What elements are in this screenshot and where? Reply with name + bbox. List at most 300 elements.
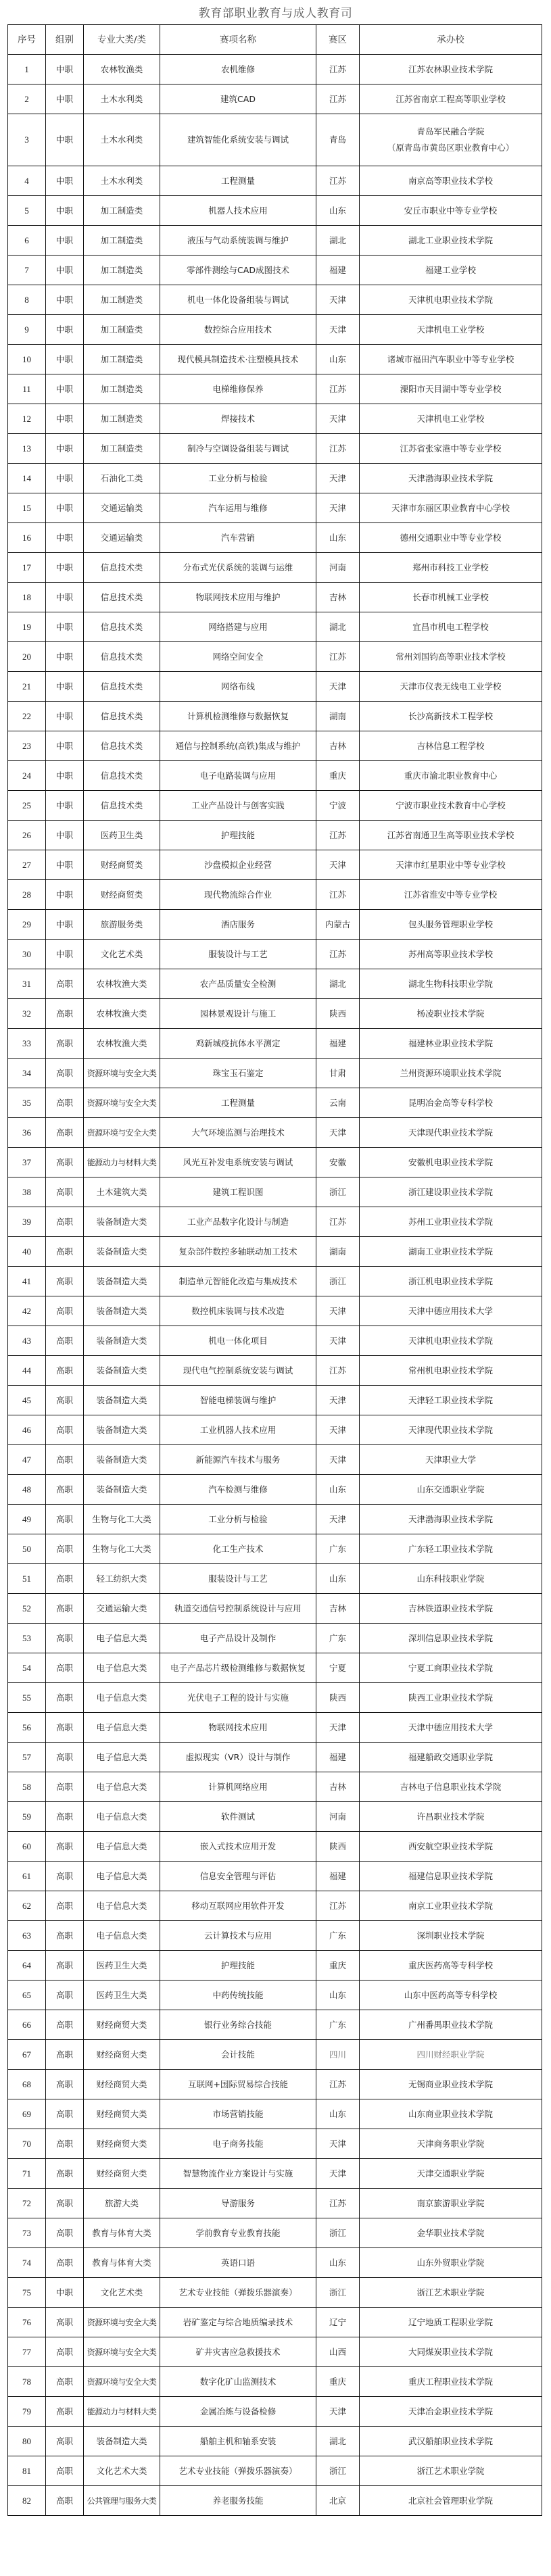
cell-category: 加工制造类: [84, 196, 160, 226]
cell-number: 18: [8, 583, 46, 612]
cell-category: 石油化工类: [84, 464, 160, 493]
cell-category: 财经商贸大类: [84, 2010, 160, 2040]
cell-number: 43: [8, 1326, 46, 1356]
cell-category: 装备制造大类: [84, 1237, 160, 1267]
cell-event: 艺术专业技能（弹拨乐器演奏）: [160, 2278, 316, 2308]
cell-category: 旅游大类: [84, 2189, 160, 2218]
cell-number: 19: [8, 612, 46, 642]
cell-host-school: 安徽机电职业技术学院: [360, 1148, 542, 1177]
cell-event: 制冷与空调设备组装与调试: [160, 434, 316, 464]
cell-region: 天津: [316, 850, 360, 880]
cell-event: 通信与控制系统(高铁)集成与维护: [160, 731, 316, 761]
cell-event: 轨道交通信号控制系统设计与应用: [160, 1594, 316, 1624]
cell-host-school: 福建林业职业技术学院: [360, 1029, 542, 1059]
cell-region: 江苏: [316, 374, 360, 404]
cell-category: 旅游服务类: [84, 910, 160, 940]
cell-region: 江苏: [316, 2189, 360, 2218]
table-row: [8, 1207, 542, 1237]
table-row: [8, 2070, 542, 2099]
table-row: [8, 1743, 542, 1772]
cell-host-school: 无锡商业职业技术学院: [360, 2070, 542, 2099]
cell-region: 江苏: [316, 55, 360, 84]
cell-event: 船舶主机和轴系安装: [160, 2427, 316, 2456]
cell-region: 天津: [316, 1505, 360, 1534]
cell-region: 天津: [316, 2159, 360, 2189]
table-row: [8, 1445, 542, 1475]
cell-region: 山东: [316, 2248, 360, 2278]
cell-host-school: 湖北工业职业技术学院: [360, 226, 542, 256]
cell-number: 4: [8, 166, 46, 196]
cell-group: 高职: [46, 1534, 84, 1564]
cell-host-school: 安丘市职业中等专业学校: [360, 196, 542, 226]
cell-event: 计算机网络应用: [160, 1772, 316, 1802]
cell-number: 38: [8, 1177, 46, 1207]
cell-host-school: 重庆医药高等专科学校: [360, 1951, 542, 1980]
cell-event: 服装设计与工艺: [160, 940, 316, 969]
cell-group: 高职: [46, 2040, 84, 2070]
table-row: [8, 1832, 542, 1862]
cell-group: 高职: [46, 1445, 84, 1475]
cell-group: 高职: [46, 2427, 84, 2456]
cell-group: 高职: [46, 2129, 84, 2159]
cell-number: 27: [8, 850, 46, 880]
cell-number: 28: [8, 880, 46, 910]
cell-number: 46: [8, 1415, 46, 1445]
table-row: [8, 2397, 542, 2427]
cell-number: 23: [8, 731, 46, 761]
cell-region: 天津: [316, 1713, 360, 1743]
cell-region: 广东: [316, 1921, 360, 1951]
cell-group: 高职: [46, 1029, 84, 1059]
cell-event: 沙盘模拟企业经营: [160, 850, 316, 880]
table-row: [8, 702, 542, 731]
cell-category: 电子信息大类: [84, 1802, 160, 1832]
cell-group: 高职: [46, 2367, 84, 2397]
cell-number: 24: [8, 761, 46, 791]
cell-host-school: 德州交通职业中等专业学校: [360, 523, 542, 553]
cell-category: 土木水利类: [84, 166, 160, 196]
cell-number: 31: [8, 969, 46, 999]
cell-event: 汽车营销: [160, 523, 316, 553]
table-row: [8, 315, 542, 345]
cell-event: 工业分析与检验: [160, 464, 316, 493]
cell-region: 江苏: [316, 2070, 360, 2099]
table-row: [8, 969, 542, 999]
table-row: [8, 553, 542, 583]
cell-region: 江苏: [316, 880, 360, 910]
cell-number: 15: [8, 493, 46, 523]
cell-group: 高职: [46, 1148, 84, 1177]
cell-category: 财经商贸大类: [84, 2070, 160, 2099]
cell-category: 电子信息大类: [84, 1832, 160, 1862]
cell-region: 天津: [316, 672, 360, 702]
cell-group: 高职: [46, 1980, 84, 2010]
cell-number: 11: [8, 374, 46, 404]
cell-group: 中职: [46, 493, 84, 523]
cell-number: 5: [8, 196, 46, 226]
cell-region: 重庆: [316, 1951, 360, 1980]
cell-event: 机电一体化项目: [160, 1326, 316, 1356]
cell-host-school: 江苏省南京工程高等职业学校: [360, 84, 542, 114]
cell-region: 甘肃: [316, 1059, 360, 1088]
cell-group: 高职: [46, 2337, 84, 2367]
cell-number: 58: [8, 1772, 46, 1802]
cell-category: 农林牧渔大类: [84, 969, 160, 999]
cell-region: 北京: [316, 2486, 360, 2516]
cell-group: 中职: [46, 821, 84, 850]
cell-group: 中职: [46, 315, 84, 345]
cell-category: 装备制造大类: [84, 1386, 160, 1415]
cell-number: 74: [8, 2248, 46, 2278]
cell-event: 汽车检测与维修: [160, 1475, 316, 1505]
cell-host-school: 南京工业职业技术学院: [360, 1891, 542, 1921]
cell-category: 医药卫生大类: [84, 1980, 160, 2010]
cell-event: 电子电路装调与应用: [160, 761, 316, 791]
cell-number: 7: [8, 256, 46, 285]
cell-number: 2: [8, 84, 46, 114]
cell-group: 中职: [46, 2278, 84, 2308]
cell-region: 山西: [316, 2337, 360, 2367]
cell-group: 高职: [46, 2218, 84, 2248]
cell-region: 天津: [316, 1386, 360, 1415]
cell-category: 财经商贸大类: [84, 2129, 160, 2159]
cell-region: 陕西: [316, 1683, 360, 1713]
table-row: [8, 1683, 542, 1713]
cell-number: 45: [8, 1386, 46, 1415]
cell-region: 广东: [316, 2010, 360, 2040]
table-row: [8, 910, 542, 940]
cell-category: 财经商贸大类: [84, 2099, 160, 2129]
cell-number: 56: [8, 1713, 46, 1743]
table-row: [8, 1267, 542, 1296]
cell-region: 山东: [316, 1564, 360, 1594]
cell-group: 中职: [46, 612, 84, 642]
cell-event: 数控综合应用技术: [160, 315, 316, 345]
table-row: [8, 1118, 542, 1148]
table-row: [8, 1237, 542, 1267]
table-row: [8, 1862, 542, 1891]
cell-host-school: 天津渤海职业技术学院: [360, 464, 542, 493]
cell-group: 高职: [46, 2308, 84, 2337]
cell-category: 生物与化工大类: [84, 1534, 160, 1564]
cell-event: 工业产品设计与创客实践: [160, 791, 316, 821]
cell-group: 高职: [46, 1267, 84, 1296]
table-row: [8, 2456, 542, 2486]
cell-group: 中职: [46, 55, 84, 84]
cell-host-school: 浙江艺术职业学院: [360, 2278, 542, 2308]
cell-number: 3: [8, 114, 46, 166]
cell-event: 工业分析与检验: [160, 1505, 316, 1534]
cell-category: 装备制造大类: [84, 1326, 160, 1356]
cell-region: 宁夏: [316, 1653, 360, 1683]
cell-category: 医药卫生类: [84, 821, 160, 850]
cell-event: 数控机床装调与技术改造: [160, 1296, 316, 1326]
table-row: [8, 1713, 542, 1743]
cell-number: 77: [8, 2337, 46, 2367]
cell-host-school: 溧阳市天目湖中等专业学校: [360, 374, 542, 404]
cell-category: 装备制造大类: [84, 1267, 160, 1296]
cell-group: 中职: [46, 256, 84, 285]
table-row: [8, 374, 542, 404]
cell-event: 工程测量: [160, 1088, 316, 1118]
cell-host-school: 天津机电工业学校: [360, 404, 542, 434]
table-row: [8, 731, 542, 761]
cell-category: 能源动力与材料大类: [84, 2397, 160, 2427]
cell-number: 26: [8, 821, 46, 850]
cell-region: 江苏: [316, 1356, 360, 1386]
cell-host-school: 南京旅游职业学院: [360, 2189, 542, 2218]
cell-region: 广东: [316, 1534, 360, 1564]
cell-region: 湖南: [316, 1237, 360, 1267]
cell-group: 高职: [46, 2189, 84, 2218]
cell-region: 江苏: [316, 642, 360, 672]
table-row: [8, 285, 542, 315]
cell-group: 中职: [46, 642, 84, 672]
cell-event: 现代物流综合作业: [160, 880, 316, 910]
cell-region: 江苏: [316, 434, 360, 464]
cell-host-school: 宁波市职业技术教育中心学校: [360, 791, 542, 821]
cell-number: 30: [8, 940, 46, 969]
table-row: [8, 2427, 542, 2456]
cell-category: 加工制造类: [84, 434, 160, 464]
cell-category: 文化艺术类: [84, 940, 160, 969]
cell-region: 山东: [316, 196, 360, 226]
cell-category: 加工制造类: [84, 285, 160, 315]
cell-category: 公共管理与服务大类: [84, 2486, 160, 2516]
cell-host-school: 天津交通职业学院: [360, 2159, 542, 2189]
cell-category: 财经商贸大类: [84, 2159, 160, 2189]
cell-number: 20: [8, 642, 46, 672]
cell-number: 12: [8, 404, 46, 434]
cell-group: 中职: [46, 702, 84, 731]
cell-number: 67: [8, 2040, 46, 2070]
cell-host-school: 大同煤炭职业技术学院: [360, 2337, 542, 2367]
cell-event: 网络布线: [160, 672, 316, 702]
cell-host-school: 金华职业技术学院: [360, 2218, 542, 2248]
cell-group: 高职: [46, 1921, 84, 1951]
cell-region: 安徽: [316, 1148, 360, 1177]
cell-number: 82: [8, 2486, 46, 2516]
cell-event: 焊接技术: [160, 404, 316, 434]
cell-category: 装备制造大类: [84, 1356, 160, 1386]
cell-region: 山东: [316, 1475, 360, 1505]
cell-number: 36: [8, 1118, 46, 1148]
cell-region: 陕西: [316, 1832, 360, 1862]
cell-event: 液压与气动系统装调与维护: [160, 226, 316, 256]
cell-host-school: 福建船政交通职业学院: [360, 1743, 542, 1772]
cell-region: 山东: [316, 523, 360, 553]
cell-event: 软件测试: [160, 1802, 316, 1832]
cell-number: 32: [8, 999, 46, 1029]
cell-event: 电子商务技能: [160, 2129, 316, 2159]
cell-event: 移动互联网应用软件开发: [160, 1891, 316, 1921]
table-row: [8, 1415, 542, 1445]
cell-number: 37: [8, 1148, 46, 1177]
cell-number: 61: [8, 1862, 46, 1891]
cell-category: 装备制造大类: [84, 1475, 160, 1505]
cell-event: 建筑智能化系统安装与调试: [160, 114, 316, 166]
cell-host-school: 山东外贸职业学院: [360, 2248, 542, 2278]
cell-event: 鸡新城疫抗体水平测定: [160, 1029, 316, 1059]
cell-group: 中职: [46, 226, 84, 256]
cell-category: 电子信息大类: [84, 1772, 160, 1802]
cell-host-school: [360, 114, 542, 166]
table-row: [8, 880, 542, 910]
cell-event: 云计算技术与应用: [160, 1921, 316, 1951]
cell-event: 虚拟现实（VR）设计与制作: [160, 1743, 316, 1772]
cell-event: 信息安全管理与评估: [160, 1862, 316, 1891]
cell-region: 浙江: [316, 1267, 360, 1296]
cell-number: 51: [8, 1564, 46, 1594]
cell-number: 65: [8, 1980, 46, 2010]
cell-host-school: 许昌职业技术学院: [360, 1802, 542, 1832]
cell-region: 江苏: [316, 821, 360, 850]
cell-group: 高职: [46, 999, 84, 1029]
cell-region: 青岛: [316, 114, 360, 166]
cell-number: 34: [8, 1059, 46, 1088]
cell-host-school: 广东轻工职业技术学院: [360, 1534, 542, 1564]
cell-category: 资源环境与安全大类: [84, 1118, 160, 1148]
cell-region: 吉林: [316, 1594, 360, 1624]
cell-group: 高职: [46, 1743, 84, 1772]
cell-host-school: 吉林电子信息职业技术学院: [360, 1772, 542, 1802]
cell-group: 高职: [46, 1802, 84, 1832]
cell-number: 64: [8, 1951, 46, 1980]
cell-event: 护理技能: [160, 1951, 316, 1980]
cell-group: 中职: [46, 672, 84, 702]
cell-group: 中职: [46, 114, 84, 166]
cell-event: 农产品质量安全检测: [160, 969, 316, 999]
cell-host-school: 山东科技职业学院: [360, 1564, 542, 1594]
table-row: [8, 196, 542, 226]
cell-host-school: 吉林铁道职业技术学院: [360, 1594, 542, 1624]
cell-category: 加工制造类: [84, 256, 160, 285]
table-row: [8, 1921, 542, 1951]
cell-number: 49: [8, 1505, 46, 1534]
cell-event: 电梯维修保养: [160, 374, 316, 404]
cell-group: 高职: [46, 2456, 84, 2486]
cell-category: 交通运输类: [84, 523, 160, 553]
cell-event: 会计技能: [160, 2040, 316, 2070]
cell-event: 中药传统技能: [160, 1980, 316, 2010]
cell-region: 重庆: [316, 2367, 360, 2397]
table-row: [8, 583, 542, 612]
cell-region: 四川: [316, 2040, 360, 2070]
cell-number: 78: [8, 2367, 46, 2397]
table-row: [8, 999, 542, 1029]
cell-number: 75: [8, 2278, 46, 2308]
cell-number: 25: [8, 791, 46, 821]
table-row: [8, 2278, 542, 2308]
table-row: [8, 256, 542, 285]
table-row: [8, 791, 542, 821]
cell-category: 电子信息大类: [84, 1683, 160, 1713]
cell-category: 文化艺术大类: [84, 2456, 160, 2486]
cell-category: 加工制造类: [84, 404, 160, 434]
cell-region: 吉林: [316, 731, 360, 761]
cell-event: 珠宝玉石鉴定: [160, 1059, 316, 1088]
cell-region: 福建: [316, 256, 360, 285]
cell-region: 内蒙古: [316, 910, 360, 940]
cell-region: 天津: [316, 285, 360, 315]
cell-group: 中职: [46, 464, 84, 493]
table-row: [8, 464, 542, 493]
cell-group: 中职: [46, 940, 84, 969]
cell-region: 重庆: [316, 761, 360, 791]
table-header-row: [8, 25, 542, 55]
table-row: [8, 1356, 542, 1386]
cell-number: 60: [8, 1832, 46, 1862]
cell-event: 矿井灾害应急救援技术: [160, 2337, 316, 2367]
cell-number: 72: [8, 2189, 46, 2218]
table-row: [8, 672, 542, 702]
table-row: [8, 1772, 542, 1802]
cell-group: 中职: [46, 84, 84, 114]
cell-category: 财经商贸类: [84, 850, 160, 880]
cell-host-school: 天津职业大学: [360, 1445, 542, 1475]
cell-group: 高职: [46, 1296, 84, 1326]
cell-event: 汽车运用与维修: [160, 493, 316, 523]
cell-event: 养老服务技能: [160, 2486, 316, 2516]
cell-number: 79: [8, 2397, 46, 2427]
cell-category: 财经商贸大类: [84, 2040, 160, 2070]
cell-group: 中职: [46, 345, 84, 374]
cell-region: 湖北: [316, 2427, 360, 2456]
cell-group: 高职: [46, 1951, 84, 1980]
cell-category: 资源环境与安全大类: [84, 2308, 160, 2337]
cell-group: 中职: [46, 166, 84, 196]
cell-number: 16: [8, 523, 46, 553]
cell-region: 天津: [316, 2397, 360, 2427]
cell-group: 高职: [46, 1177, 84, 1207]
cell-number: 57: [8, 1743, 46, 1772]
cell-category: 加工制造类: [84, 226, 160, 256]
cell-event: 零部件测绘与CAD成图技术: [160, 256, 316, 285]
cell-region: 浙江: [316, 2456, 360, 2486]
cell-number: 50: [8, 1534, 46, 1564]
table-row: [8, 1029, 542, 1059]
cell-event: 护理技能: [160, 821, 316, 850]
cell-event: 工业机器人技术应用: [160, 1415, 316, 1445]
cell-host-school: 天津机电职业技术学院: [360, 1326, 542, 1356]
cell-host-school: 湖南工业职业技术学院: [360, 1237, 542, 1267]
cell-number: 35: [8, 1088, 46, 1118]
cell-region: 江苏: [316, 84, 360, 114]
cell-group: 高职: [46, 1207, 84, 1237]
cell-category: 交通运输类: [84, 493, 160, 523]
table-row: [8, 612, 542, 642]
table-row: [8, 114, 542, 166]
table-row: [8, 1564, 542, 1594]
table-row: [8, 345, 542, 374]
cell-group: 高职: [46, 1683, 84, 1713]
cell-host-school: 北京社会管理职业学院: [360, 2486, 542, 2516]
cell-host-school: 苏州工业职业技术学院: [360, 1207, 542, 1237]
header-number: 序号: [8, 25, 46, 55]
table-row: [8, 226, 542, 256]
cell-group: 中职: [46, 791, 84, 821]
cell-event: 制造单元智能化改造与集成技术: [160, 1267, 316, 1296]
table-row: [8, 1386, 542, 1415]
cell-category: 装备制造大类: [84, 2427, 160, 2456]
cell-host-school: 天津轻工职业技术学院: [360, 1386, 542, 1415]
cell-region: 天津: [316, 1445, 360, 1475]
cell-host-school: 江苏农林职业技术学院: [360, 55, 542, 84]
cell-event: 建筑CAD: [160, 84, 316, 114]
cell-group: 高职: [46, 1118, 84, 1148]
table-row: [8, 642, 542, 672]
cell-group: 高职: [46, 2070, 84, 2099]
